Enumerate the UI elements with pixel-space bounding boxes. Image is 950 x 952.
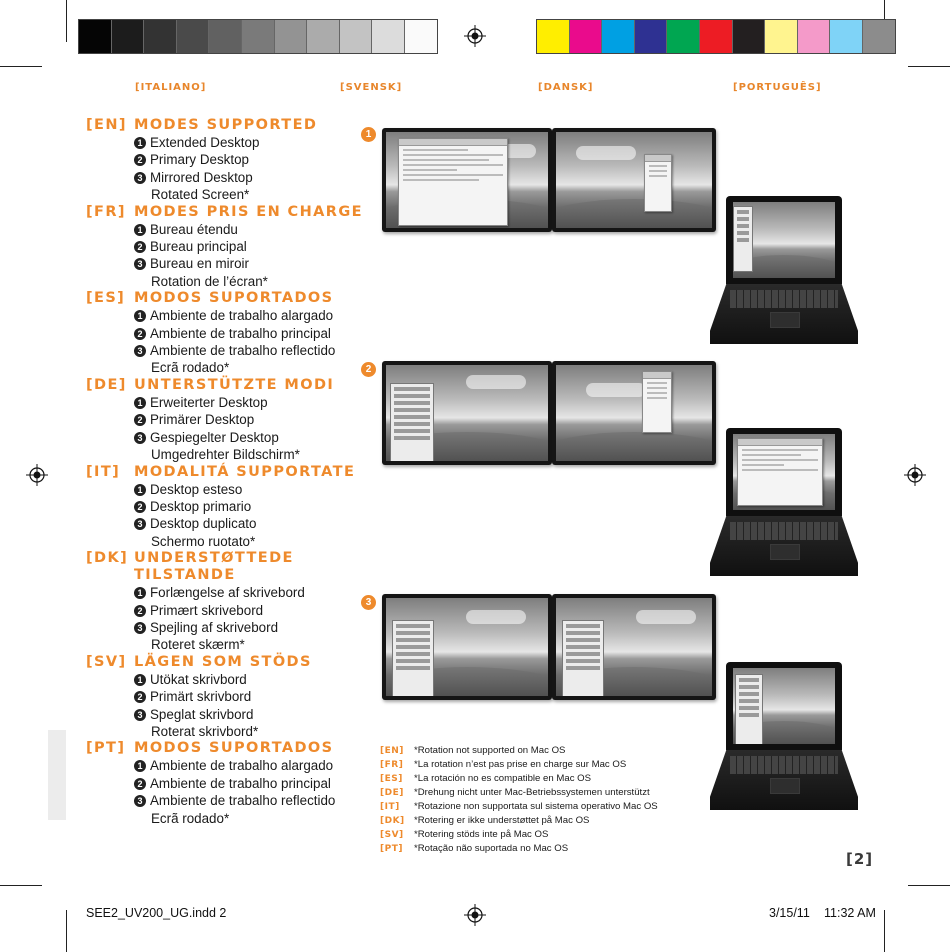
language-code: [EN]	[86, 117, 127, 133]
gray-swatch	[340, 20, 373, 53]
item-number-icon: 3	[134, 432, 146, 444]
mode-item	[86, 169, 366, 186]
color-swatch	[537, 20, 570, 53]
gray-swatch	[177, 20, 210, 53]
language-section	[86, 464, 366, 551]
footnote-text: *La rotación no es compatible en Mac OS	[414, 773, 592, 784]
mode-item	[86, 688, 366, 705]
registration-mark-icon	[464, 904, 486, 926]
color-swatch	[733, 20, 766, 53]
page-number: [2]	[846, 850, 874, 868]
section-heading	[86, 550, 366, 584]
monitor-left	[382, 594, 552, 700]
mode-item	[86, 498, 366, 515]
mode-item	[86, 515, 366, 532]
crop-mark	[908, 66, 950, 67]
item-number-icon: 3	[134, 258, 146, 270]
mode-item-rotated: Roterat skrivbord*	[151, 723, 259, 739]
language-section	[86, 377, 366, 464]
language-code: [IT]	[86, 463, 121, 480]
item-number-icon: 3	[134, 345, 146, 357]
section-title-continued: TILSTANDE	[134, 567, 236, 584]
mode-item	[86, 307, 366, 324]
item-number-icon: 2	[134, 328, 146, 340]
mode-item	[86, 429, 366, 446]
mode-label: Utökat skrivbord	[150, 671, 247, 687]
monitor-right	[552, 594, 716, 700]
color-swatch	[700, 20, 733, 53]
mode-label: Desktop esteso	[150, 481, 243, 497]
mode-item	[86, 342, 366, 359]
mode-label: Speglat skrivbord	[150, 706, 254, 722]
mode-label: Forlængelse af skrivebord	[150, 585, 305, 601]
section-title: MODALITÁ SUPPORTATE	[134, 463, 356, 480]
footnote	[380, 744, 658, 758]
mode-label: Primært skrivebord	[150, 602, 264, 618]
language-tab-portugues: [PORTUGUÊS]	[733, 82, 822, 93]
crop-mark	[66, 910, 67, 952]
language-tab-dansk: [DANSK]	[538, 82, 594, 93]
mode-item	[86, 584, 366, 601]
item-number-icon: 2	[134, 241, 146, 253]
mode-label: Extended Desktop	[150, 135, 260, 150]
item-number-icon: 3	[134, 172, 146, 184]
mode-label: Ambiente de trabalho alargado	[150, 308, 334, 324]
mode-label: Gespiegelter Desktop	[150, 429, 279, 445]
mode-item	[86, 394, 366, 411]
gray-swatch	[275, 20, 308, 53]
mode-item	[86, 792, 366, 809]
section-heading	[86, 204, 366, 221]
language-code: [ES]	[86, 290, 126, 307]
crop-mark	[908, 885, 950, 886]
mode-item	[86, 757, 366, 774]
footnote-code: [IT]	[380, 802, 400, 812]
language-code: [FR]	[86, 203, 126, 220]
mode-item	[86, 619, 366, 636]
footnote-code: [PT]	[380, 844, 403, 854]
language-code: [PT]	[86, 740, 126, 757]
mode-label: Desktop duplicato	[150, 516, 257, 532]
footnote	[380, 786, 658, 800]
footnote	[380, 828, 658, 842]
color-swatch	[570, 20, 603, 53]
mode-label: Spejling af skrivebord	[150, 619, 279, 635]
footnotes	[380, 744, 658, 856]
footnote-text: *Rotering stöds inte på Mac OS	[414, 829, 549, 840]
item-number-icon: 2	[134, 691, 146, 703]
slug-time: 11:32 AM	[824, 906, 876, 920]
slug-filename: SEE2_UV200_UG.indd 2	[86, 906, 227, 920]
color-swatch	[635, 20, 668, 53]
footnote	[380, 842, 658, 856]
item-number-icon: 1	[134, 397, 146, 409]
figure-label-1: 1	[361, 127, 376, 142]
monitor-left	[382, 128, 552, 232]
item-number-icon: 1	[134, 137, 146, 149]
footnote-text: *La rotation n’est pas prise en charge sur Mac OS	[414, 759, 627, 770]
item-number-icon: 2	[134, 501, 146, 513]
footnote	[380, 800, 658, 814]
section-heading	[86, 464, 366, 481]
language-code: [SV]	[86, 653, 127, 670]
section-heading	[86, 290, 366, 307]
item-number-icon: 3	[134, 622, 146, 634]
footnote-text: *Rotation not supported on Mac OS	[414, 745, 566, 756]
footnote	[380, 814, 658, 828]
crop-mark	[0, 885, 42, 886]
item-number-icon: 1	[134, 760, 146, 772]
grayscale-bar	[78, 19, 438, 54]
color-swatch	[602, 20, 635, 53]
mode-label: Bureau en miroir	[150, 256, 249, 272]
crop-mark	[66, 0, 67, 42]
language-tab-svensk: [SVENSK]	[340, 82, 403, 93]
section-heading	[86, 117, 366, 134]
footnote-code: [DK]	[380, 816, 405, 826]
language-section	[86, 740, 366, 827]
color-swatch	[830, 20, 863, 53]
crop-mark	[884, 910, 885, 952]
mode-item	[86, 238, 366, 255]
gray-swatch	[307, 20, 340, 53]
mode-item-rotated: Schermo ruotato*	[151, 533, 256, 549]
mode-label: Ambiente de trabalho reflectido	[150, 343, 336, 359]
item-number-icon: 1	[134, 310, 146, 322]
monitor-right	[552, 128, 716, 232]
mode-item	[86, 671, 366, 688]
monitor-left	[382, 361, 552, 465]
item-number-icon: 3	[134, 795, 146, 807]
section-title: MODOS SUPORTADOS	[134, 740, 334, 757]
item-number-icon: 1	[134, 484, 146, 496]
mode-item-rotated: Rotation de l’écran*	[151, 273, 268, 289]
mode-item-rotated: Umgedrehter Bildschirm*	[151, 447, 300, 463]
monitor-right	[552, 361, 716, 465]
item-number-icon: 1	[134, 587, 146, 599]
footnote-code: [DE]	[380, 788, 404, 798]
item-number-icon: 2	[134, 414, 146, 426]
mode-item-rotated: Ecrã rodado*	[151, 810, 230, 826]
color-swatch	[765, 20, 798, 53]
section-title: MODES SUPPORTED	[134, 117, 318, 133]
mode-item	[86, 325, 366, 342]
language-section	[86, 117, 366, 204]
item-number-icon: 3	[134, 518, 146, 530]
mode-item	[86, 151, 366, 168]
registration-mark-icon	[904, 464, 926, 486]
mode-item	[86, 481, 366, 498]
section-title: MODOS SUPORTADOS	[134, 290, 334, 307]
color-swatch	[667, 20, 700, 53]
language-section	[86, 204, 366, 291]
gray-swatch	[144, 20, 177, 53]
color-swatch	[863, 20, 895, 53]
color-bar	[536, 19, 896, 54]
footnote-code: [FR]	[380, 760, 404, 770]
section-title: LÄGEN SOM STÖDS	[134, 653, 312, 670]
mode-item	[86, 411, 366, 428]
mode-item	[86, 255, 366, 272]
language-code: [DK]	[86, 550, 129, 567]
section-title: MODES PRIS EN CHARGE	[134, 203, 363, 220]
mode-item-rotated: Ecrã rodado*	[151, 360, 230, 376]
language-section	[86, 550, 366, 654]
gray-swatch	[209, 20, 242, 53]
item-number-icon: 2	[134, 154, 146, 166]
mode-label: Ambiente de trabalho reflectido	[150, 793, 336, 809]
mode-label: Ambiente de trabalho principal	[150, 775, 331, 791]
gray-swatch	[372, 20, 405, 53]
mode-label: Desktop primario	[150, 498, 252, 514]
mode-label: Primary Desktop	[150, 152, 249, 168]
footnote-text: *Rotazione non supportata sul sistema operativo Mac OS	[414, 801, 658, 812]
footnote	[380, 772, 658, 786]
slug-date: 3/15/11	[769, 906, 810, 920]
mode-item	[86, 221, 366, 238]
mode-label: Mirrored Desktop	[150, 169, 253, 185]
section-heading	[86, 654, 366, 671]
section-heading	[86, 377, 366, 394]
mode-label: Ambiente de trabalho principal	[150, 325, 331, 341]
language-section	[86, 654, 366, 741]
registration-mark-icon	[464, 25, 486, 47]
mode-item	[86, 134, 366, 151]
language-code: [DE]	[86, 376, 127, 393]
section-heading	[86, 740, 366, 757]
color-swatch	[798, 20, 831, 53]
item-number-icon: 1	[134, 674, 146, 686]
language-tab-italiano: [ITALIANO]	[135, 82, 207, 93]
mode-item	[86, 602, 366, 619]
mode-label: Erweiterter Desktop	[150, 394, 268, 410]
modes-list	[86, 117, 366, 827]
footnote-code: [ES]	[380, 774, 403, 784]
section-title: UNDERSTØTTEDE	[134, 550, 294, 567]
mode-item	[86, 775, 366, 792]
item-number-icon: 3	[134, 709, 146, 721]
mode-label: Ambiente de trabalho alargado	[150, 758, 334, 774]
footnote-text: *Rotação não suportada no Mac OS	[414, 843, 569, 854]
footnote-text: *Rotering er ikke understøttet på Mac OS	[414, 815, 590, 826]
mode-item	[86, 706, 366, 723]
footnote	[380, 758, 658, 772]
side-tab	[48, 730, 66, 820]
gray-swatch	[79, 20, 112, 53]
item-number-icon: 2	[134, 778, 146, 790]
footnote-code: [SV]	[380, 830, 404, 840]
registration-mark-icon	[26, 464, 48, 486]
gray-swatch	[405, 20, 437, 53]
footnote-text: *Drehung nicht unter Mac-Betriebssystemen unterstützt	[414, 787, 650, 798]
mode-label: Bureau principal	[150, 239, 247, 255]
mode-label: Bureau étendu	[150, 221, 238, 237]
figure-label-2: 2	[361, 362, 376, 377]
mode-item-rotated: Roteret skærm*	[151, 637, 245, 653]
gray-swatch	[112, 20, 145, 53]
footnote-code: [EN]	[380, 746, 404, 756]
mode-label: Primärer Desktop	[150, 412, 255, 428]
gray-swatch	[242, 20, 275, 53]
mode-label: Primärt skrivbord	[150, 689, 252, 705]
section-title: UNTERSTÜTZTE MODI	[134, 376, 335, 393]
figure-label-3: 3	[361, 595, 376, 610]
item-number-icon: 1	[134, 224, 146, 236]
item-number-icon: 2	[134, 605, 146, 617]
language-section	[86, 290, 366, 377]
mode-item-rotated: Rotated Screen*	[151, 187, 250, 203]
crop-mark	[0, 66, 42, 67]
